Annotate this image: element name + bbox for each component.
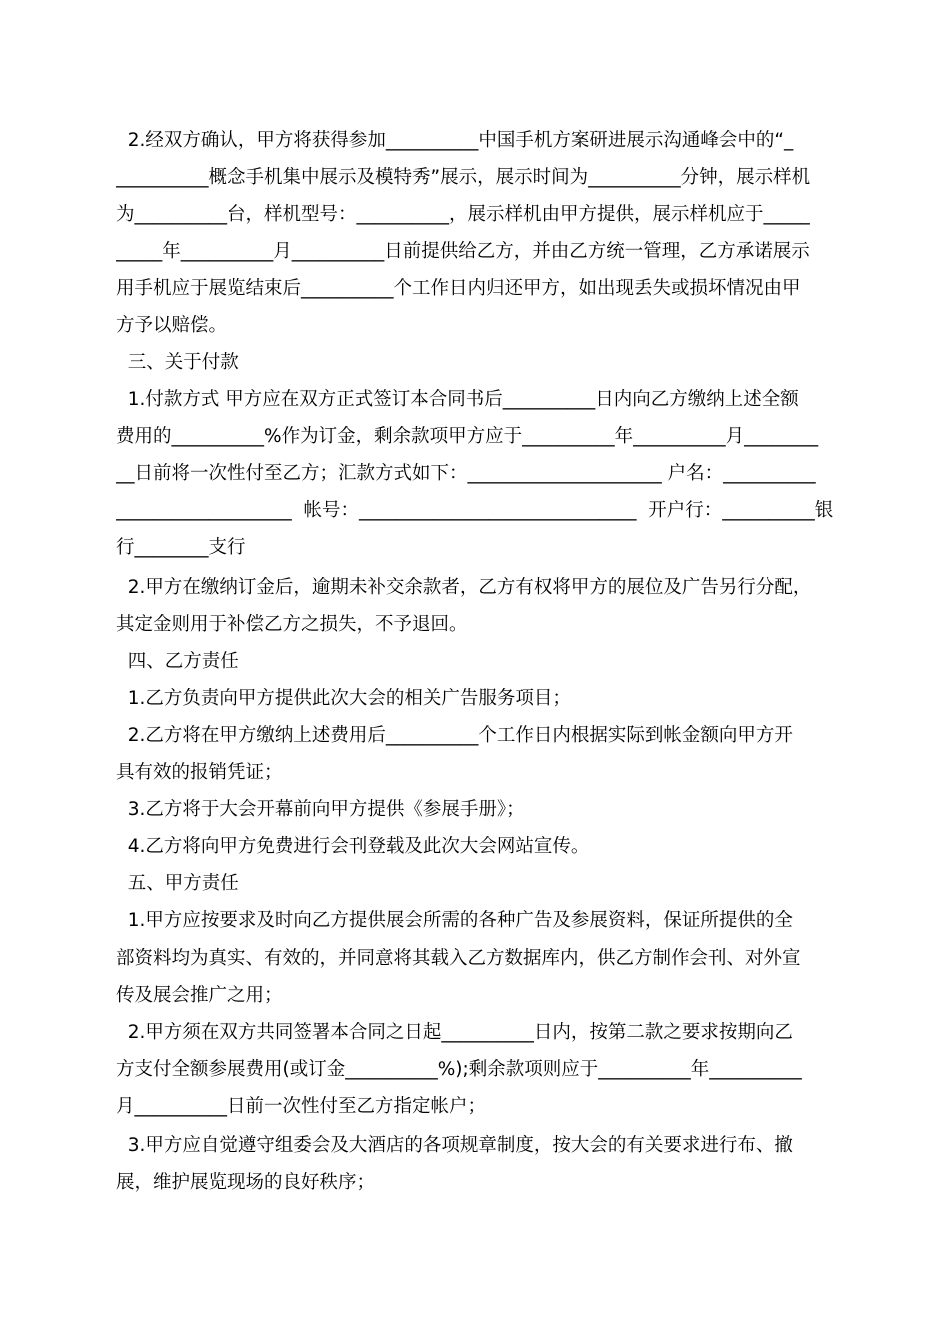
text-line: 传及展会推广之用； [116, 985, 283, 1006]
text-line: 其定金则用于补偿乙方之损失，不予退回。 [116, 614, 468, 635]
text-line: 3.乙方将于大会开幕前向甲方提供《参展手册》； [116, 799, 525, 820]
text-line: 2.甲方须在双方共同签署本合同之日起__________日内，按第二款之要求按期向乙 [116, 1022, 793, 1043]
text-line: __________概念手机集中展示及模特秀”展示，展示时间为__________分钟，展示样机 [116, 167, 811, 188]
text-line: 方支付全额参展费用(或订金__________%);剩余款项则应于__________年__________ [116, 1059, 802, 1080]
text-line: 1.付款方式 甲方应在双方正式签订本合同书后__________日内向乙方缴纳上述全额 [116, 389, 799, 410]
text-line: 1.乙方负责向甲方提供此次大会的相关广告服务项目； [116, 688, 571, 709]
text-line: 展，维护展览现场的良好秩序； [116, 1172, 376, 1193]
text-line: 为__________台，样机型号：__________，展示样机由甲方提供，展示样机应于_____ [116, 204, 810, 225]
section-heading: 五、甲方责任 [116, 873, 239, 894]
text-line: _____年__________月__________日前提供给乙方，并由乙方统一管理，乙方承诺展示 [116, 241, 810, 262]
text-line: 部资料均为真实、有效的，并同意将其载入乙方数据库内，供乙方制作会刊、对外宣 [116, 948, 801, 969]
text-line: 1.甲方应按要求及时向乙方提供展会所需的各种广告及参展资料，保证所提供的全 [116, 910, 793, 931]
text-line: 4.乙方将向甲方免费进行会刊登载及此次大会网站宣传。 [116, 836, 590, 857]
text-line: 月__________日前一次性付至乙方指定帐户； [116, 1096, 487, 1117]
text-line: 方予以赔偿。 [116, 315, 228, 336]
text-line: 行________支行 [116, 537, 246, 558]
text-line: 费用的__________%作为订金，剩余款项甲方应于__________年__________月________ [116, 426, 819, 447]
text-line: 2.乙方将在甲方缴纳上述费用后__________个工作日内根据实际到帐金额向甲方开 [116, 725, 793, 746]
text-line: __日前将一次性付至乙方；汇款方式如下：_____________________ 户名：__________ [116, 463, 816, 484]
text-line: 用手机应于展览结束后__________个工作日内归还甲方，如出现丢失或损坏情况由甲 [116, 278, 801, 299]
text-line: 3.甲方应自觉遵守组委会及大酒店的各项规章制度，按大会的有关要求进行布、撤 [116, 1135, 793, 1156]
text-line: 2.经双方确认，甲方将获得参加__________中国手机方案研进展示沟通峰会中的“_ [116, 130, 794, 151]
text-line: 具有效的报销凭证； [116, 762, 283, 783]
text-line: ___________________ 帐号：______________________________ 开户行：__________银 [116, 500, 834, 521]
text-line: 2.甲方在缴纳订金后，逾期未补交余款者，乙方有权将甲方的展位及广告另行分配， [116, 577, 812, 598]
section-heading: 三、关于付款 [116, 352, 239, 373]
section-heading: 四、乙方责任 [116, 651, 239, 672]
